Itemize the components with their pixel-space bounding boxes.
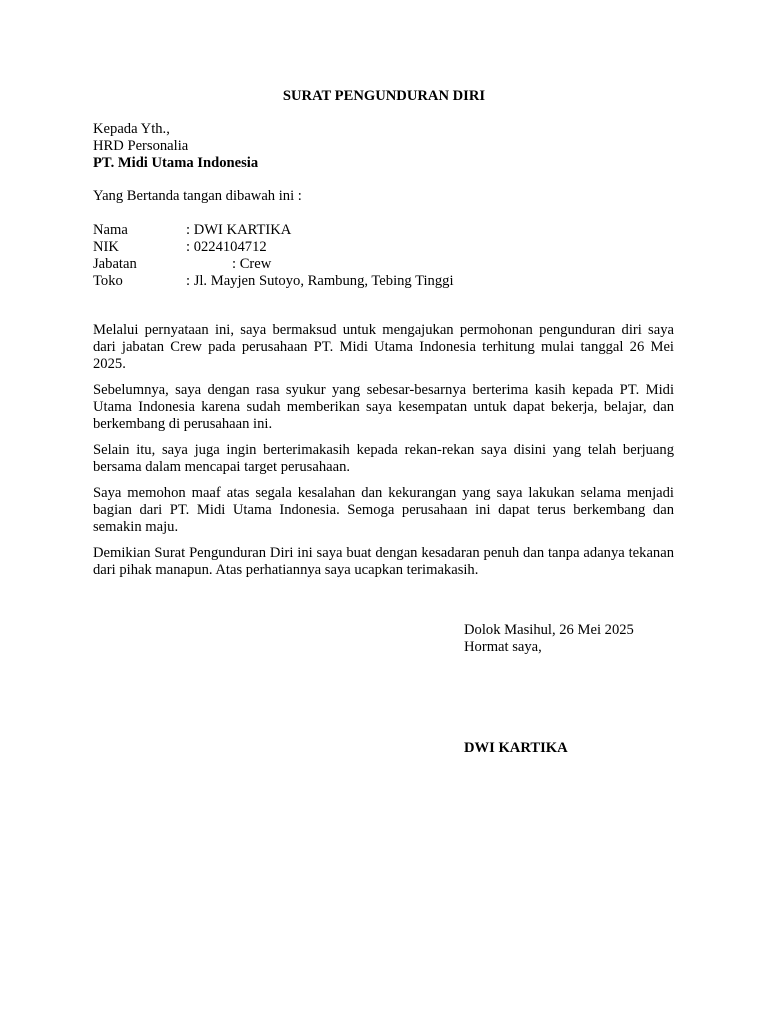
signer-name: DWI KARTIKA <box>464 740 568 756</box>
letter-title: SURAT PENGUNDURAN DIRI <box>282 88 486 104</box>
field-label: Toko <box>93 273 123 289</box>
place-date: Dolok Masihul, 26 Mei 2025 <box>464 622 634 638</box>
recipient-company: PT. Midi Utama Indonesia <box>93 155 259 171</box>
field-label: NIK <box>93 239 119 255</box>
body-paragraph: Melalui pernyataan ini, saya bermaksud untuk mengajukan permohonan pengunduran diri saya dari jabatan Crew pada perusahaan PT. Midi Utama Indonesia terhitung mulai tanggal 26 Mei 2025. <box>93 322 674 372</box>
field-value: : Jl. Mayjen Sutoyo, Rambung, Tebing Tinggi <box>186 273 454 289</box>
field-value: : Crew <box>232 256 272 272</box>
regards: Hormat saya, <box>464 639 542 655</box>
field-label: Nama <box>93 222 128 238</box>
field-value: : DWI KARTIKA <box>186 222 292 238</box>
body-paragraph: Demikian Surat Pengunduran Diri ini saya buat dengan kesadaran penuh dan tanpa adanya tekanan dari pihak manapun. Atas perhatiannya saya ucapkan terimakasih. <box>93 545 674 578</box>
letter-body <box>93 322 674 588</box>
field-label: Jabatan <box>93 256 137 272</box>
field-value: : 0224104712 <box>186 239 267 255</box>
intro-line: Yang Bertanda tangan dibawah ini : <box>93 188 302 204</box>
closing-block <box>464 622 634 656</box>
body-paragraph: Sebelumnya, saya dengan rasa syukur yang sebesar-besarnya berterima kasih kepada PT. Midi Utama Indonesia karena sudah memberikan saya kesempatan untuk dapat bekerja, belajar, dan berkembang di perusahaan ini. <box>93 382 674 432</box>
body-paragraph: Saya memohon maaf atas segala kesalahan dan kekurangan yang saya lakukan selama menjadi bagian dari PT. Midi Utama Indonesia. Semoga perusahaan ini dapat terus berkembang dan semakin maju. <box>93 485 674 535</box>
salutation: Kepada Yth., <box>93 121 170 137</box>
recipient-department: HRD Personalia <box>93 138 189 154</box>
recipient-block <box>93 121 258 172</box>
body-paragraph: Selain itu, saya juga ingin berterimakasih kepada rekan-rekan saya disini yang telah berjuang bersama dalam mencapai target perusahaan. <box>93 442 674 475</box>
